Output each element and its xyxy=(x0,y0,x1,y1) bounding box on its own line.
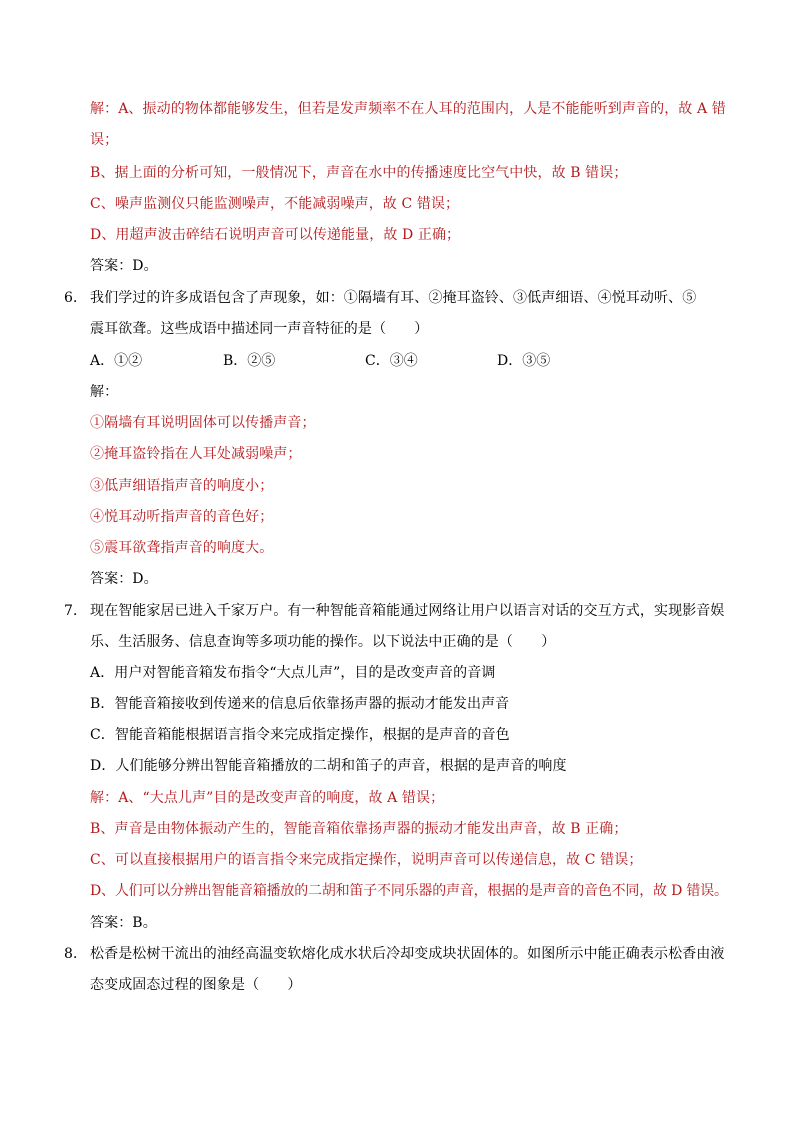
q6-option-c: C．③④ xyxy=(365,353,418,369)
q7-stem-line-2: 乐、生活服务、信息查询等多项功能的操作。以下说法中正确的是（ ） xyxy=(90,634,556,650)
q6-solution-line-2: ②掩耳盗铃指在人耳处减弱噪声； xyxy=(90,446,302,462)
q7-option-a: A．用户对智能音箱发布指令“大点儿声”，目的是改变声音的音调 xyxy=(90,665,496,681)
q6-stem-line-1: 我们学过的许多成语包含了声现象，如：①隔墙有耳、②掩耳盗铃、③低声细语、④悦耳动听、⑤ xyxy=(90,290,697,306)
q7-option-b: B．智能音箱接收到传递来的信息后依靠扬声器的振动才能发出声音 xyxy=(90,696,510,712)
q5-solution-line-1: 解：A、振动的物体都能够发生，但若是发声频率不在人耳的范围内，人是不能能听到声音的，故 A 错 xyxy=(90,101,726,117)
q6-option-d: D．③⑤ xyxy=(497,353,551,369)
q7-solution-line-4: D、人们可以分辨出智能音箱播放的二胡和笛子不同乐器的声音，根据的是声音的音色不同，故 D 错误。 xyxy=(90,883,728,899)
q5-answer: 答案：D。 xyxy=(90,258,158,274)
q7-stem-line-1: 现在智能家居已进入千家万户。有一种智能音箱能通过网络让用户以语言对话的交互方式，实现影音娱 xyxy=(90,603,725,619)
q7-solution-line-1: 解：A、“大点儿声”目的是改变声音的响度，故 A 错误； xyxy=(90,790,445,806)
q6-option-b: B．②⑤ xyxy=(223,353,276,369)
q8-stem-line-1: 松香是松树干流出的油经高温变软熔化成水状后冷却变成块状固体的。如图所示中能正确表示松香由液 xyxy=(90,946,725,962)
q8-number: 8． xyxy=(64,946,88,962)
q6-solution-line-1: ①隔墙有耳说明固体可以传播声音； xyxy=(90,415,316,431)
q5-solution-line-5: D、用超声波击碎结石说明声音可以传递能量，故 D 正确； xyxy=(90,227,461,243)
q5-solution-line-4: C、噪声监测仪只能监测噪声，不能减弱噪声，故 C 错误； xyxy=(90,196,460,212)
q7-solution-line-3: C、可以直接根据用户的语言指令来完成指定操作，说明声音可以传递信息，故 C 错误； xyxy=(90,852,643,868)
q6-solution-line-5: ⑤震耳欲聋指声音的响度大。 xyxy=(90,540,274,556)
q6-stem-line-2: 震耳欲聋。这些成语中描述同一声音特征的是（ ） xyxy=(90,321,429,337)
q6-solution-label: 解： xyxy=(90,384,119,400)
q7-number: 7． xyxy=(64,603,88,619)
q5-solution-line-3: B、据上面的分析可知，一般情况下，声音在水中的传播速度比空气中快，故 B 错误； xyxy=(90,165,628,181)
q7-option-c: C．智能音箱能根据语言指令来完成指定操作，根据的是声音的音色 xyxy=(90,727,510,743)
q7-option-d: D．人们能够分辨出智能音箱播放的二胡和笛子的声音，根据的是声音的响度 xyxy=(90,758,567,774)
q6-answer: 答案：D。 xyxy=(90,571,158,587)
q5-solution-line-2: 误； xyxy=(90,132,119,148)
q7-solution-line-2: B、声音是由物体振动产生的，智能音箱依靠扬声器的振动才能发出声音，故 B 正确； xyxy=(90,821,628,837)
q8-stem-line-2: 态变成固态过程的图象是（ ） xyxy=(90,977,302,993)
q7-answer: 答案：B。 xyxy=(90,915,157,931)
q6-solution-line-4: ④悦耳动听指声音的音色好； xyxy=(90,509,274,525)
q6-number: 6． xyxy=(64,290,88,306)
q6-solution-line-3: ③低声细语指声音的响度小； xyxy=(90,478,274,494)
q6-option-a: A．①② xyxy=(90,353,143,369)
